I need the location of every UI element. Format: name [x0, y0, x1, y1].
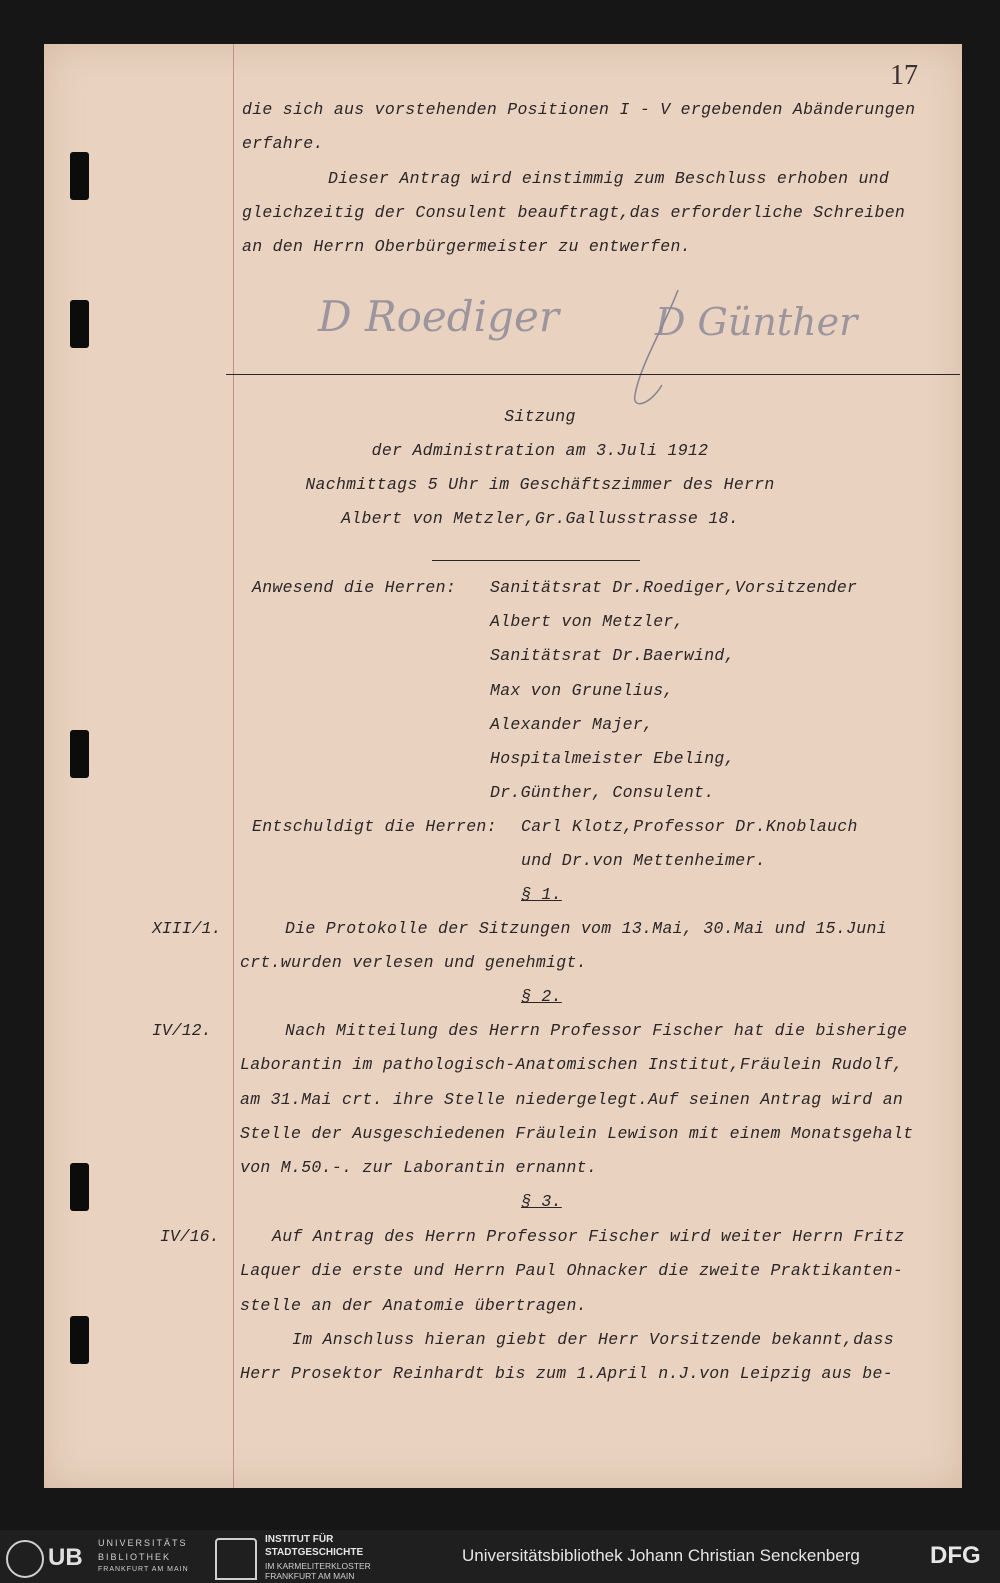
- text-line: an den Herrn Oberbürgermeister zu entwerfen.: [242, 237, 691, 256]
- text-line: crt.wurden verlesen und genehmigt.: [240, 953, 587, 972]
- present-label: Anwesend die Herren:: [252, 578, 457, 597]
- isg-line: INSTITUT FÜR: [265, 1534, 334, 1545]
- margin-reference: XIII/1.: [152, 919, 222, 938]
- attendee: Sanitätsrat Dr.Roediger,Vorsitzender: [490, 578, 858, 597]
- ub-seal-icon: [6, 1540, 44, 1578]
- text-line: Die Protokolle der Sitzungen vom 13.Mai, 30.Mai und 15.Juni: [285, 919, 887, 938]
- isg-building-icon: [215, 1538, 257, 1580]
- attendee: Albert von Metzler,: [490, 612, 684, 631]
- signature-stroke: [620, 285, 700, 415]
- text-line: Nach Mitteilung des Herrn Professor Fischer hat die bisherige: [285, 1021, 908, 1040]
- ub-line: FRANKFURT AM MAIN: [98, 1566, 189, 1573]
- text-line: Laquer die erste und Herrn Paul Ohnacker die zweite Praktikanten-: [240, 1261, 904, 1280]
- meeting-date: der Administration am 3.Juli 1912: [371, 441, 709, 460]
- punch-hole: [70, 300, 89, 348]
- text-line: stelle an der Anatomie übertragen.: [240, 1296, 587, 1315]
- attendee: Hospitalmeister Ebeling,: [490, 749, 735, 768]
- isg-line: FRANKFURT AM MAIN: [265, 1571, 355, 1581]
- punch-hole: [70, 1163, 89, 1211]
- section-heading: § 2.: [521, 987, 562, 1006]
- text-line: Laborantin im pathologisch-Anatomischen Institut,Fräulein Rudolf,: [240, 1055, 904, 1074]
- punch-hole: [70, 152, 89, 200]
- margin-reference: IV/16.: [160, 1227, 220, 1246]
- isg-line: IM KARMELITERKLOSTER: [265, 1561, 371, 1571]
- excused-person: und Dr.von Mettenheimer.: [521, 851, 766, 870]
- attendee: Alexander Majer,: [490, 715, 654, 734]
- margin-reference: IV/12.: [152, 1021, 212, 1040]
- excused-label: Entschuldigt die Herren:: [252, 817, 497, 836]
- text-line: gleichzeitig der Consulent beauftragt,das erforderliche Schreiben: [242, 203, 906, 222]
- ub-line: UNIVERSITÄTS: [98, 1538, 188, 1548]
- header-underline: [432, 560, 640, 561]
- text-line: am 31.Mai crt. ihre Stelle niedergelegt.Auf seinen Antrag wird an: [240, 1090, 904, 1109]
- footer-bar: [0, 1530, 1000, 1583]
- attendee: Dr.Günther, Consulent.: [490, 783, 715, 802]
- dfg-logo: DFG: [930, 1542, 981, 1569]
- isg-line: STADTGESCHICHTE: [265, 1547, 364, 1558]
- meeting-time-place: Nachmittags 5 Uhr im Geschäftszimmer des Herrn: [305, 475, 775, 494]
- ub-line: BIBLIOTHEK: [98, 1552, 172, 1562]
- attendee: Max von Grunelius,: [490, 681, 674, 700]
- punch-hole: [70, 1316, 89, 1364]
- text-line: von M.50.-. zur Laborantin ernannt.: [240, 1158, 598, 1177]
- ub-logo-text: UB: [48, 1544, 83, 1571]
- text-line: Dieser Antrag wird einstimmig zum Beschluss erhoben und: [328, 169, 890, 188]
- section-divider: [226, 374, 960, 375]
- signature-guenther: D Günther: [655, 300, 858, 344]
- margin-line: [233, 44, 234, 1488]
- text-line: Stelle der Ausgeschiedenen Fräulein Lewison mit einem Monatsgehalt: [240, 1124, 914, 1143]
- text-line: Im Anschluss hieran giebt der Herr Vorsitzende bekannt,dass: [292, 1330, 894, 1349]
- page-number: 17: [890, 60, 918, 91]
- section-heading: § 1.: [521, 885, 562, 904]
- signature-roediger: D Roediger: [318, 292, 559, 341]
- text-line: die sich aus vorstehenden Positionen I - V ergebenden Abänderungen: [242, 100, 916, 119]
- text-line: Auf Antrag des Herrn Professor Fischer wird weiter Herrn Fritz: [272, 1227, 905, 1246]
- punch-hole: [70, 730, 89, 778]
- meeting-address: Albert von Metzler,Gr.Gallusstrasse 18.: [341, 509, 739, 528]
- library-name: Universitätsbibliothek Johann Christian Senckenberg: [462, 1546, 860, 1565]
- section-heading: § 3.: [521, 1192, 562, 1211]
- meeting-title: Sitzung: [504, 407, 576, 426]
- excused-person: Carl Klotz,Professor Dr.Knoblauch: [521, 817, 858, 836]
- text-line: Herr Prosektor Reinhardt bis zum 1.April n.J.von Leipzig aus be-: [240, 1364, 893, 1383]
- attendee: Sanitätsrat Dr.Baerwind,: [490, 646, 735, 665]
- text-line: erfahre.: [242, 134, 324, 153]
